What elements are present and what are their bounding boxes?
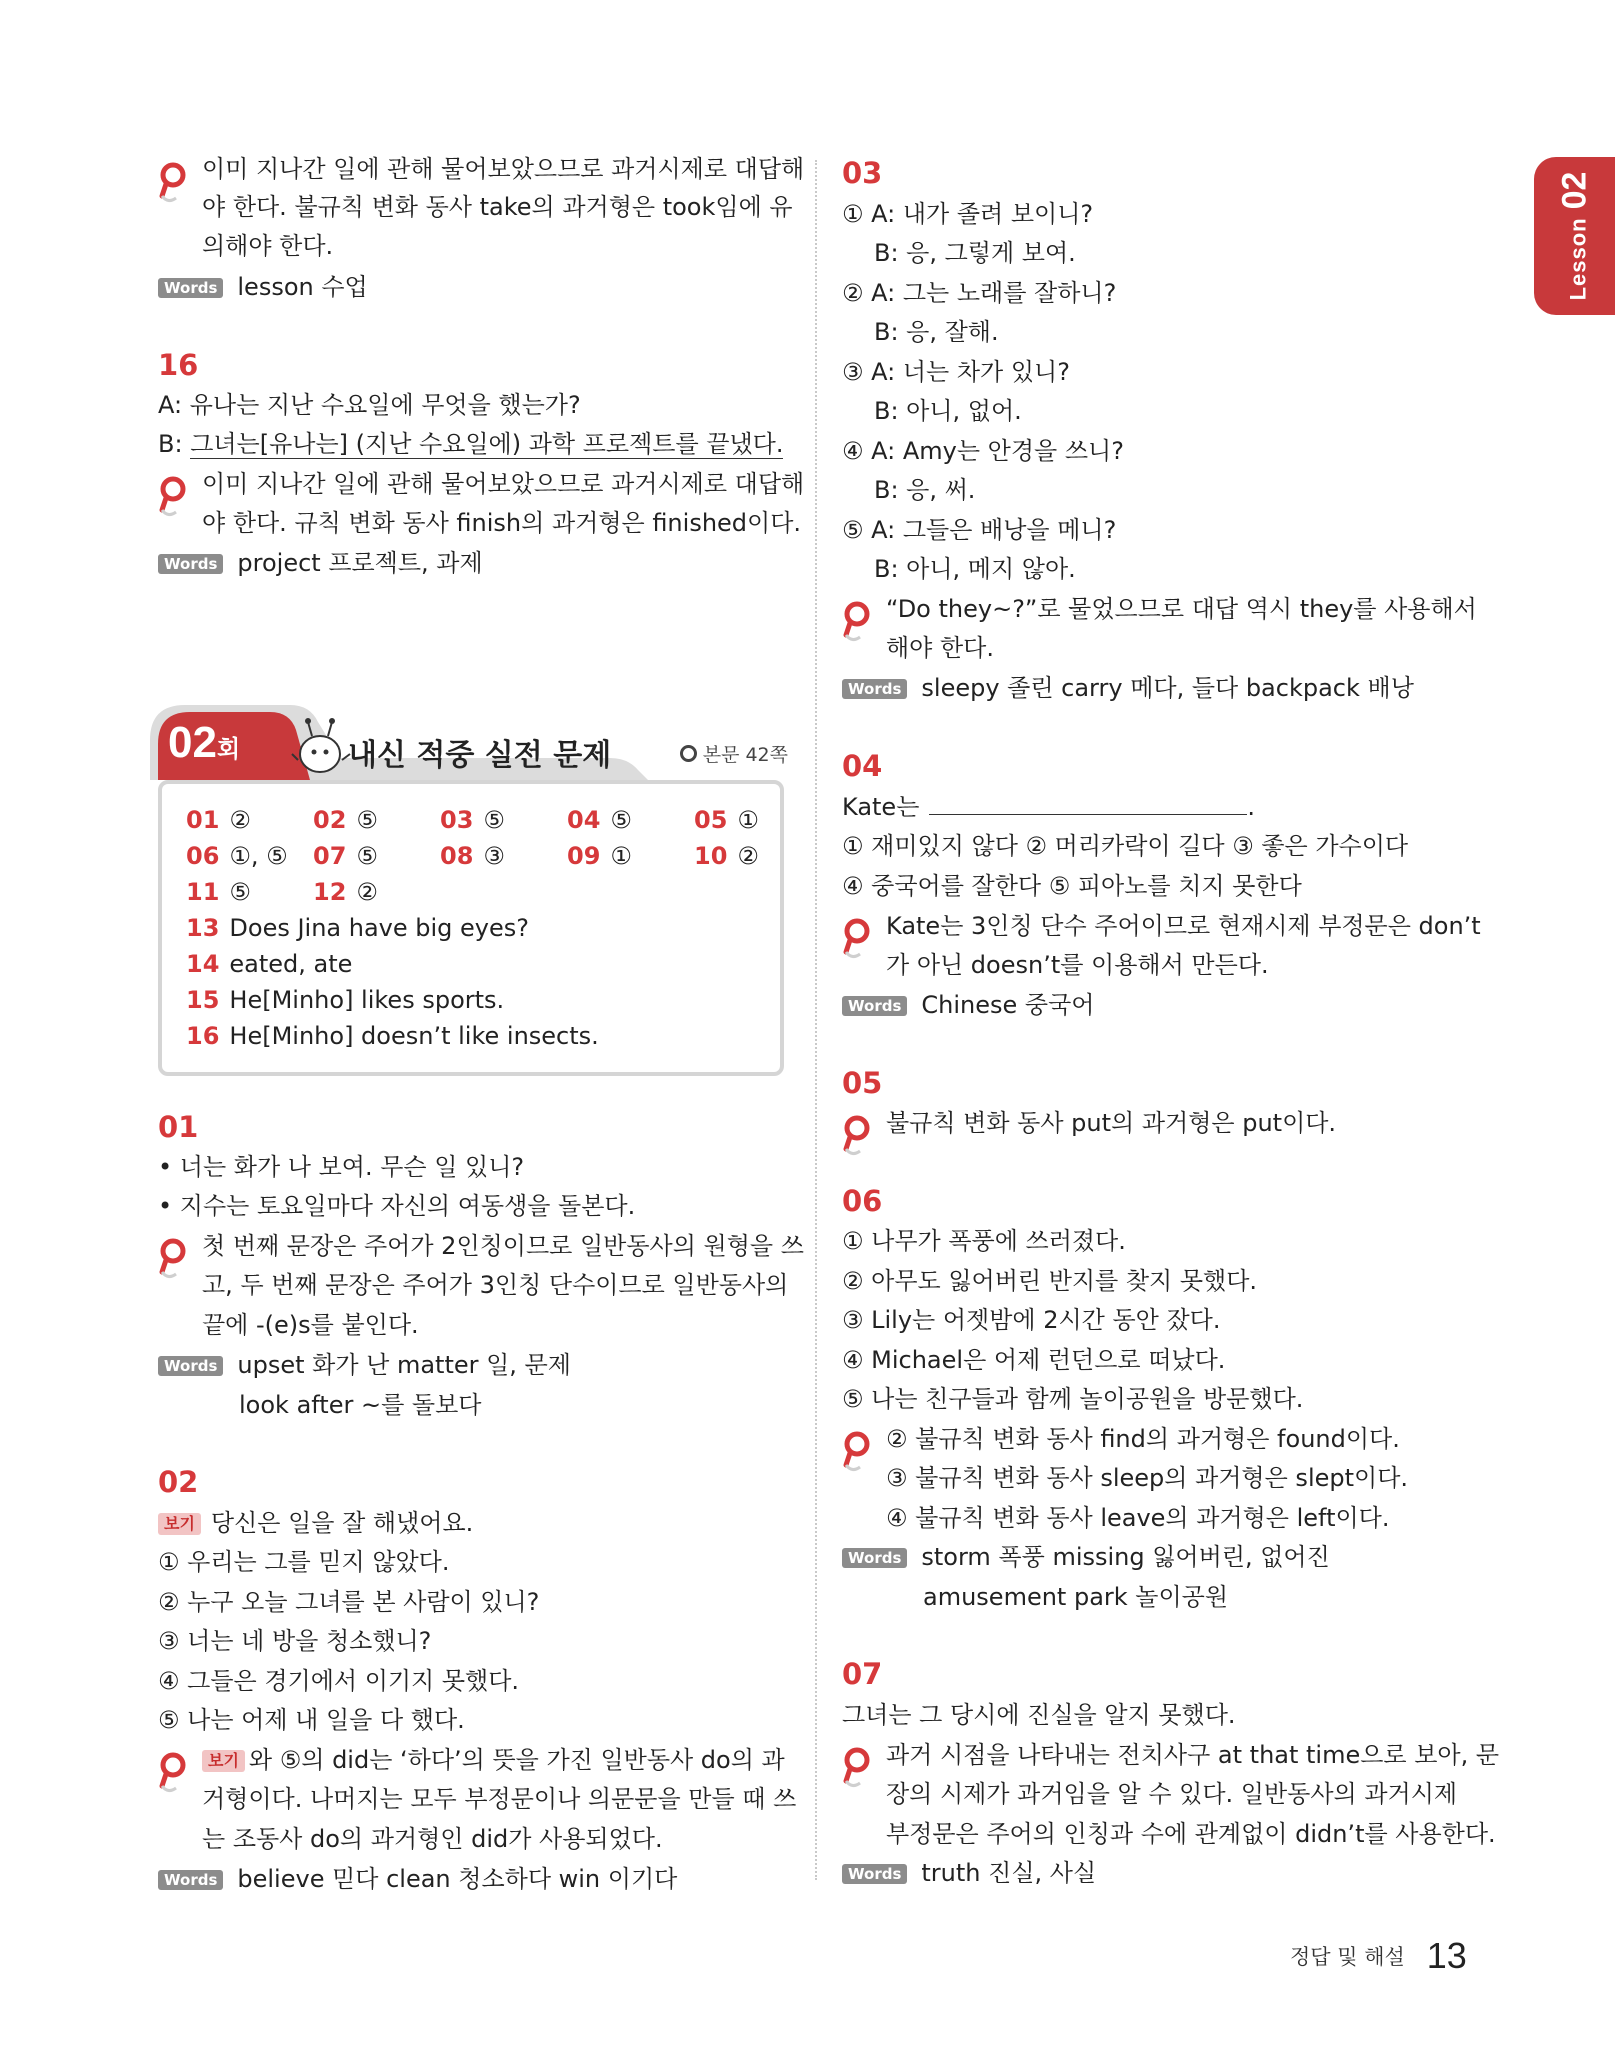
words-tag: Words (842, 1864, 907, 1884)
answer-item: 03 ⑤ (440, 806, 505, 834)
answer-item: 14 eated, ate (186, 950, 353, 978)
answer-item: 08 ③ (440, 842, 505, 870)
words-row (158, 1348, 571, 1382)
words-text: look after ~를 돌보다 (239, 1391, 482, 1419)
words-row (842, 671, 1414, 705)
option-line: ④ 중국어를 잘한다 ⑤ 피아노를 치지 못한다 (842, 872, 1302, 900)
question-number: 05 (842, 1066, 883, 1100)
section-title: 내신 적중 실전 문제 (348, 738, 612, 773)
question-stem: Kate는 . (842, 790, 1255, 824)
explain-line: “Do they~?”로 물었으므로 대답 역시 they를 사용해서 (886, 595, 1477, 623)
words-text: storm 폭풍 missing 잃어버린, 없어진 (921, 1543, 1330, 1571)
words-row (842, 988, 1094, 1022)
question-stem: 그녀는 그 당시에 진실을 알지 못했다. (842, 1701, 1236, 1729)
answer-key-box (158, 780, 784, 1076)
question-number: 01 (158, 1110, 199, 1144)
column-divider (815, 160, 817, 1880)
explain-line: 는 조동사 do의 과거형인 did가 사용되었다. (202, 1825, 663, 1853)
dialogue-line: B: 아니, 없어. (874, 397, 1022, 425)
words-tag: Words (158, 278, 223, 298)
answer-item: 12 ② (313, 878, 378, 906)
explain-line: 고, 두 번째 문장은 주어가 3인칭 단수이므로 일반동사의 (202, 1271, 789, 1299)
option-line: ④ Michael은 어제 런던으로 떠났다. (842, 1346, 1226, 1374)
bullet-line: • 너는 화가 나 보여. 무슨 일 있니? (158, 1153, 525, 1181)
words-text: project 프로젝트, 과제 (237, 549, 483, 577)
underlined-answer: 그녀는[유나는] (지난 수요일에) 과학 프로젝트를 끝냈다. (190, 430, 784, 458)
answer-item: 15 He[Minho] likes sports. (186, 986, 505, 1014)
explain-line: 과거 시점을 나타내는 전치사구 at that time으로 보아, 문 (886, 1741, 1500, 1769)
option-line: ⑤ 나는 어제 내 일을 다 했다. (158, 1706, 465, 1734)
words-tag: Words (158, 1356, 223, 1376)
explain-line: 거형이다. 나머지는 모두 부정문이나 의문문을 만들 때 쓰 (202, 1785, 797, 1813)
answer-item: 01 ② (186, 806, 251, 834)
lesson-tab (1534, 157, 1615, 315)
explain-line: 야 한다. 불규칙 변화 동사 take의 과거형은 took임에 유 (202, 193, 793, 221)
answer-item: 05 ① (694, 806, 759, 834)
answer-item: 16 He[Minho] doesn’t like insects. (186, 1022, 599, 1050)
page-footer (1290, 1935, 1467, 1977)
dialogue-b-prefix: B: (158, 430, 191, 458)
option-line: ② 아무도 잃어버린 반지를 찾지 못했다. (842, 1267, 1258, 1295)
explain-line: 보기 와 ⑤의 did는 ‘하다’의 뜻을 가진 일반동사 do의 과 (158, 1743, 785, 1777)
dialogue-line: ⑤ A: 그들은 배낭을 메니? (842, 516, 1117, 544)
circle-icon (680, 745, 697, 762)
question-number: 02 (158, 1465, 199, 1499)
option-line: ② 누구 오늘 그녀를 본 사람이 있니? (158, 1588, 540, 1616)
words-text: amusement park 놀이공원 (923, 1583, 1229, 1611)
lesson-number: 02 (1555, 171, 1593, 210)
words-text: believe 믿다 clean 청소하다 win 이기다 (237, 1865, 678, 1893)
footer-label: 정답 및 해설 (1290, 1945, 1405, 1969)
question-number: 16 (158, 348, 199, 382)
explain-line: ③ 불규칙 변화 동사 sleep의 과거형은 slept이다. (886, 1464, 1409, 1492)
dialogue-line: B: 응, 그렇게 보여. (874, 239, 1076, 267)
question-number: 06 (842, 1184, 883, 1218)
explain-line: 이미 지나간 일에 관해 물어보았으므로 과거시제로 대답해 (202, 155, 805, 183)
explain-line: 불규칙 변화 동사 put의 과거형은 put이다. (886, 1109, 1337, 1137)
words-text: truth 진실, 사실 (921, 1859, 1097, 1887)
dialogue-line: B: 응, 잘해. (874, 318, 999, 346)
explain-line: ② 불규칙 변화 동사 find의 과거형은 found이다. (886, 1425, 1400, 1453)
dialogue-line: B: 아니, 메지 않아. (874, 555, 1076, 583)
explain-line: 해야 한다. (886, 634, 994, 662)
explain-line: 이미 지나간 일에 관해 물어보았으므로 과거시제로 대답해 (202, 470, 805, 498)
option-line: ⑤ 나는 친구들과 함께 놀이공원을 방문했다. (842, 1385, 1304, 1413)
option-line: ① 우리는 그를 믿지 않았다. (158, 1548, 450, 1576)
dialogue-line: B: 응, 써. (874, 476, 976, 504)
words-row (158, 270, 368, 304)
answer-item: 13 Does Jina have big eyes? (186, 914, 530, 942)
explain-line: 야 한다. 규칙 변화 동사 finish의 과거형은 finished이다. (202, 509, 802, 537)
explain-line: 의해야 한다. (202, 232, 334, 260)
answer-item: 09 ① (567, 842, 632, 870)
words-text: Chinese 중국어 (921, 991, 1095, 1019)
dialogue-a: A: 유나는 지난 수요일에 무엇을 했는가? (158, 391, 581, 419)
words-text: lesson 수업 (237, 273, 368, 301)
answer-item: 02 ⑤ (313, 806, 378, 834)
answer-item: 10 ② (694, 842, 759, 870)
page-reference: 본문 42쪽 (680, 740, 788, 767)
option-line: ① 나무가 폭풍에 쓰러졌다. (842, 1227, 1126, 1255)
answer-item: 06 ①, ⑤ (186, 842, 288, 870)
answer-blank (929, 790, 1247, 815)
bogi-tag: 보기 (158, 1513, 201, 1535)
question-number: 03 (842, 156, 883, 190)
words-tag: Words (842, 1548, 907, 1568)
explain-line: ④ 불규칙 변화 동사 leave의 과거형은 left이다. (886, 1504, 1390, 1532)
dialogue-line: ④ A: Amy는 안경을 쓰니? (842, 437, 1124, 465)
bogi-text: 당신은 일을 잘 해냈어요. (210, 1509, 474, 1537)
bogi-tag: 보기 (202, 1750, 245, 1772)
explain-line: 장의 시제가 과거임을 알 수 있다. 일반동사의 과거시제 (886, 1780, 1458, 1808)
test-number: 02회 (168, 718, 241, 767)
lesson-label: Lesson (1565, 217, 1590, 301)
dialogue-line: ② A: 그는 노래를 잘하니? (842, 279, 1117, 307)
dialogue-line: ① A: 내가 졸려 보이니? (842, 200, 1094, 228)
words-row (842, 1856, 1096, 1890)
option-line: ③ 너는 네 방을 청소했니? (158, 1627, 432, 1655)
explain-line: 첫 번째 문장은 주어가 2인칭이므로 일반동사의 원형을 쓰 (202, 1232, 804, 1260)
explain-line: 가 아닌 doesn’t를 이용해서 만든다. (886, 951, 1269, 979)
answer-item: 11 ⑤ (186, 878, 251, 906)
words-tag: Words (842, 996, 907, 1016)
answer-item: 07 ⑤ (313, 842, 378, 870)
words-tag: Words (158, 1870, 223, 1890)
words-text: sleepy 졸린 carry 메다, 들다 backpack 배낭 (921, 674, 1414, 702)
explain-line: 부정문은 주어의 인칭과 수에 관계없이 didn’t를 사용한다. (886, 1820, 1496, 1848)
option-line: ③ Lily는 어젯밤에 2시간 동안 잤다. (842, 1306, 1221, 1334)
words-row (158, 1862, 677, 1896)
bogi-line (158, 1506, 473, 1540)
answer-item: 04 ⑤ (567, 806, 632, 834)
explain-line: Kate는 3인칭 단수 주어이므로 현재시제 부정문은 don’t (886, 912, 1481, 940)
explain-line: 끝에 -(e)s를 붙인다. (202, 1311, 419, 1339)
words-tag: Words (842, 679, 907, 699)
words-text: upset 화가 난 matter 일, 문제 (237, 1351, 571, 1379)
question-number: 07 (842, 1657, 883, 1691)
words-row (158, 546, 483, 580)
dialogue-line: ③ A: 너는 차가 있니? (842, 358, 1070, 386)
option-line: ① 재미있지 않다 ② 머리카락이 길다 ③ 좋은 가수이다 (842, 832, 1409, 860)
dialogue-b (158, 427, 783, 461)
section-header (150, 700, 790, 780)
words-row (842, 1540, 1330, 1574)
page-number: 13 (1426, 1935, 1467, 1976)
bullet-line: • 지수는 토요일마다 자신의 여동생을 돌본다. (158, 1192, 636, 1220)
question-number: 04 (842, 749, 883, 783)
words-tag: Words (158, 554, 223, 574)
option-line: ④ 그들은 경기에서 이기지 못했다. (158, 1667, 520, 1695)
